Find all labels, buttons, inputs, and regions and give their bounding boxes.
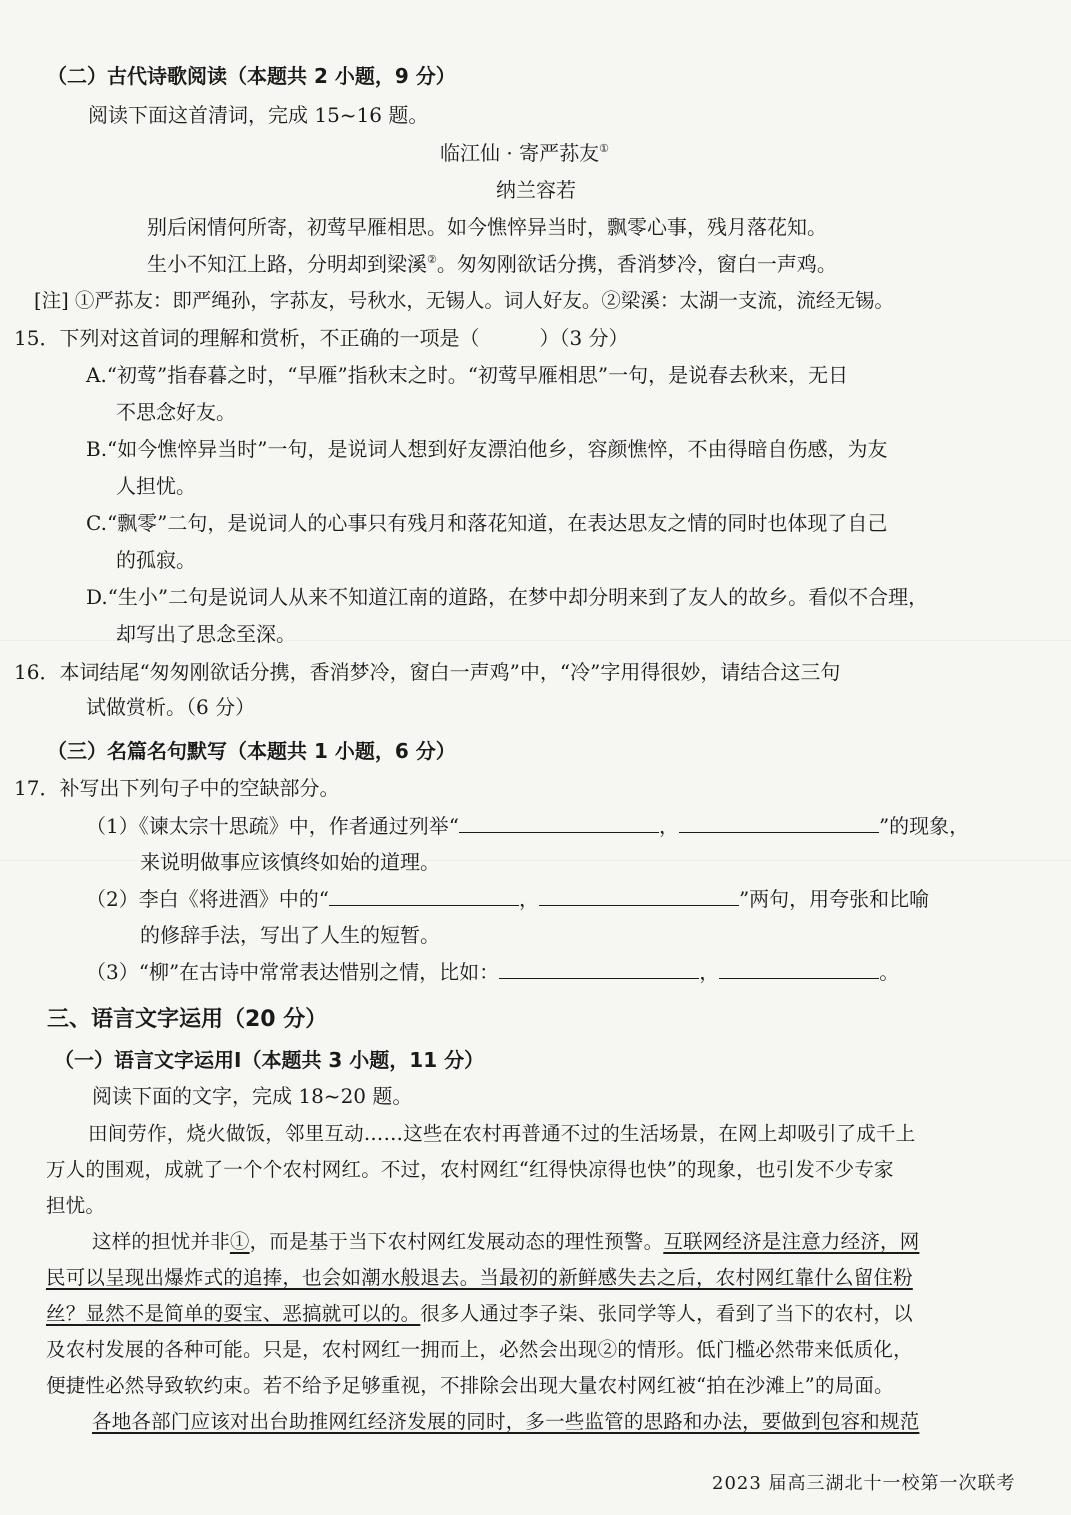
passage-p2-line-1: 这样的担忧并非①，而是基于当下农村网红发展动态的理性预警。互联网经济是注意力经济，网 bbox=[92, 1230, 920, 1253]
q16-stem: 16．本词结尾“匆匆刚欲话分携，香消梦冷，窗白一声鸡”中，“冷”字用得很妙，请结合这三句 bbox=[14, 660, 841, 684]
passage-p3-line-1: 各地各部门应该对出台助推网红经济发展的同时，多一些监管的思路和办法，要做到包容和规范 bbox=[92, 1410, 920, 1433]
q15-option-c: C.“飘零”二句，是说词人的心事只有残月和落花知道，在表达思友之情的同时也体现了自己 bbox=[86, 511, 888, 535]
lang-instruction: 阅读下面的文字，完成 18~20 题。 bbox=[92, 1084, 413, 1108]
q15-option-b: B.“如今憔悴异当时”一句，是说词人想到好友漂泊他乡，容颜憔悴，不由得暗自伤感，为友 bbox=[86, 437, 888, 461]
recite-section-title: （三）名篇名句默写（本题共 1 小题，6 分） bbox=[47, 739, 456, 763]
q15-option-c-cont: 的孤寂。 bbox=[116, 548, 196, 572]
q17-item-1: （1）《谏太宗十思疏》中，作者通过列举“ ， ”的现象， bbox=[86, 814, 970, 838]
passage-p2-line-3: 丝？显然不是简单的耍宝、恶搞就可以的。很多人通过李子柒、张同学等人，看到了当下的农村，以 bbox=[46, 1302, 913, 1325]
q15-option-a: A.“初莺”指春暮之时，“早雁”指秋末之时。“初莺早雁相思”一句，是说春去秋来，无日 bbox=[86, 363, 849, 387]
q17-item-2: （2）李白《将进酒》中的“ ， ”两句，用夸张和比喻 bbox=[86, 887, 930, 911]
passage-p1-line-2: 万人的围观，成就了一个个农村网红。不过，农村网红“红得快凉得也快”的现象，也引发不少专家 bbox=[46, 1158, 894, 1181]
passage-p1-line-1: 田间劳作，烧火做饭，邻里互动……这些在农村再普通不过的生活场景，在网上却吸引了成千上 bbox=[88, 1122, 916, 1145]
poem-author: 纳兰容若 bbox=[496, 178, 576, 202]
poetry-instruction: 阅读下面这首清词，完成 15~16 题。 bbox=[88, 103, 429, 127]
lang-section-title: （一）语言文字运用Ⅰ（本题共 3 小题，11 分） bbox=[54, 1048, 485, 1072]
q17-item-1-cont: 来说明做事应该慎终如始的道理。 bbox=[140, 850, 440, 874]
answer-blank[interactable] bbox=[719, 958, 879, 979]
q15-option-d: D.“生小”二句是说词人从来不知道江南的道路，在梦中却分明来到了友人的故乡。看似不合理， bbox=[86, 585, 929, 609]
answer-blank[interactable] bbox=[679, 812, 879, 833]
q16-stem-cont: 试做赏析。（6 分） bbox=[86, 695, 256, 719]
answer-blank[interactable] bbox=[329, 885, 519, 906]
poem-title: 临江仙 · 寄严荪友① bbox=[440, 141, 609, 165]
q17-item-2-cont: 的修辞手法，写出了人生的短暂。 bbox=[140, 923, 440, 947]
answer-blank[interactable] bbox=[539, 885, 739, 906]
poem-line-1: 别后闲情何所寄，初莺早雁相思。如今憔悴异当时，飘零心事，残月落花知。 bbox=[147, 215, 827, 239]
q17-stem: 17．补写出下列句子中的空缺部分。 bbox=[14, 776, 340, 800]
page-footer: 2023 届高三湖北十一校第一次联考 bbox=[712, 1473, 1016, 1494]
passage-p2-line-5: 便捷性必然导致软约束。若不给予足够重视，不排除会出现大量农村网红被“拍在沙滩上”的局面。 bbox=[46, 1374, 894, 1397]
part-three-title: 三、语言文字运用（20 分） bbox=[47, 1007, 328, 1032]
poem-line-2: 生小不知江上路，分明却到梁溪②。匆匆刚欲话分携，香消梦冷，窗白一声鸡。 bbox=[147, 252, 837, 276]
q15-option-d-cont: 却写出了思念至深。 bbox=[116, 622, 296, 646]
passage-p2-line-4: 及农村发展的各种可能。只是，农村网红一拥而上，必然会出现②的情形。低门槛必然带来低质化， bbox=[46, 1338, 913, 1361]
poetry-section-title: （二）古代诗歌阅读（本题共 2 小题，9 分） bbox=[47, 64, 456, 88]
passage-p1-line-3: 担忧。 bbox=[46, 1194, 106, 1217]
q15-option-a-cont: 不思念好友。 bbox=[116, 400, 236, 424]
answer-blank[interactable] bbox=[459, 812, 659, 833]
poem-note: [注] ①严荪友：即严绳孙，字荪友，号秋水，无锡人。词人好友。②梁溪：太湖一支流，流经无锡。 bbox=[34, 289, 894, 312]
q15-stem: 15．下列对这首词的理解和赏析，不正确的一项是（ ）（3 分） bbox=[14, 326, 629, 350]
passage-p2-line-2: 民可以呈现出爆炸式的追捧，也会如潮水般退去。当最初的新鲜感失去之后，农村网红靠什么留住粉 bbox=[46, 1266, 913, 1289]
answer-blank[interactable] bbox=[499, 958, 699, 979]
q15-option-b-cont: 人担忧。 bbox=[116, 474, 196, 498]
q17-item-3: （3）“柳”在古诗中常常表达惜别之情，比如： ， 。 bbox=[86, 960, 900, 984]
